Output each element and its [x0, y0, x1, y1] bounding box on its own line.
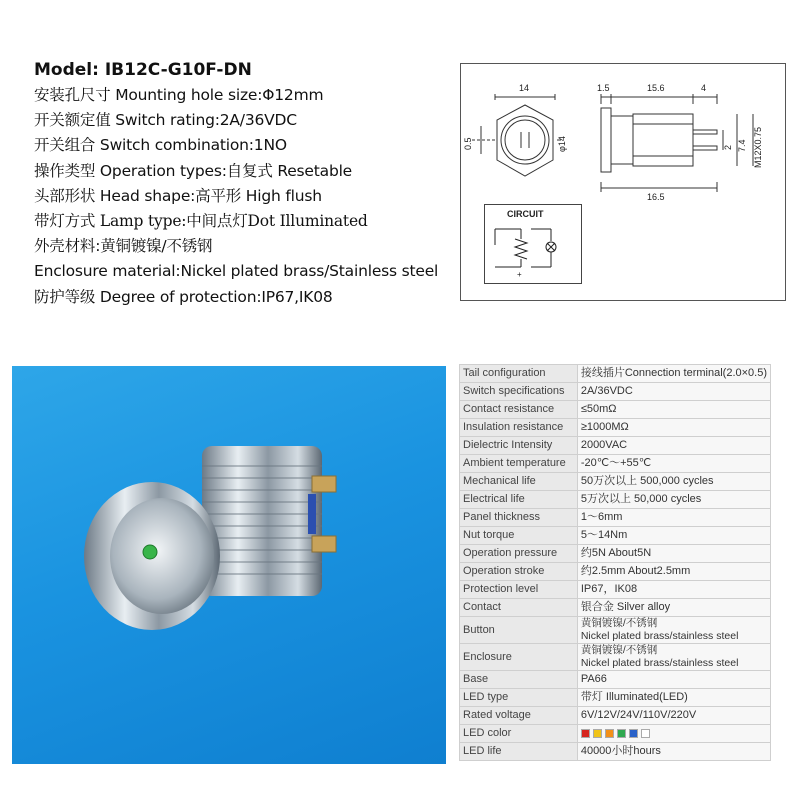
- table-key: Protection level: [460, 581, 578, 599]
- circuit-label: CIRCUIT: [507, 209, 544, 219]
- table-key: Operation pressure: [460, 545, 578, 563]
- side-view: [601, 94, 753, 192]
- table-key: Ambient temperature: [460, 455, 578, 473]
- table-key: Dielectric Intensity: [460, 437, 578, 455]
- table-row: [460, 689, 771, 707]
- table-row: [460, 725, 771, 743]
- spec-line: 防护等级 Degree of protection:IP67,IK08: [34, 287, 333, 306]
- table-value: ≥1000MΩ: [577, 419, 770, 437]
- color-swatch: [629, 729, 638, 738]
- table-value-line: 黄铜镀镍/不锈钢: [580, 617, 658, 629]
- table-row: [460, 419, 771, 437]
- table-value: [577, 644, 770, 671]
- table-key: LED color: [460, 725, 578, 743]
- circuit-diagram: [484, 204, 582, 284]
- table-key: Contact: [460, 599, 578, 617]
- color-swatch: [617, 729, 626, 738]
- table-row: [460, 491, 771, 509]
- table-key: Nut torque: [460, 527, 578, 545]
- table-key: Rated voltage: [460, 707, 578, 725]
- table-value: 带灯 Illuminated(LED): [577, 689, 770, 707]
- table-row: [460, 509, 771, 527]
- dim-side-right2: 7.4: [737, 139, 747, 152]
- table-key: Insulation resistance: [460, 419, 578, 437]
- table-value: PA66: [577, 671, 770, 689]
- front-view: [471, 94, 561, 176]
- table-value: 6V/12V/24V/110V/220V: [577, 707, 770, 725]
- table-key: LED life: [460, 743, 578, 761]
- table-key: Switch specifications: [460, 383, 578, 401]
- table-value: 接线插片Connection terminal(2.0×0.5): [577, 365, 770, 383]
- spec-line: 头部形状 Head shape:高平形 High flush: [34, 186, 322, 205]
- dim-front-dia: φ14: [557, 136, 567, 152]
- table-value: IP67，IK08: [577, 581, 770, 599]
- spec-line: 安装孔尺寸 Mounting hole size:Φ12mm: [34, 86, 324, 104]
- table-key: Tail configuration: [460, 365, 578, 383]
- spec-list: [34, 58, 454, 310]
- product-photo: [12, 366, 446, 764]
- table-row: [460, 743, 771, 761]
- dim-front-side: 0.5: [463, 137, 473, 150]
- spec-line: 带灯方式 Lamp type:中间点灯Dot Illuminated: [34, 212, 368, 231]
- table-key: Mechanical life: [460, 473, 578, 491]
- model-title: Model: IB12C-G10F-DN: [34, 60, 252, 80]
- table-row: [460, 527, 771, 545]
- table-key: Operation stroke: [460, 563, 578, 581]
- table-row: [460, 365, 771, 383]
- spec-line: 操作类型 Operation types:自复式 Resetable: [34, 161, 353, 180]
- table-value: 1～6mm: [577, 509, 770, 527]
- table-row: [460, 545, 771, 563]
- push-button-image: [12, 366, 446, 764]
- table-row: [460, 437, 771, 455]
- table-value: 2000VAC: [577, 437, 770, 455]
- table-value: -20℃～+55℃: [577, 455, 770, 473]
- dim-front-width: 14: [519, 83, 530, 93]
- table-key: Panel thickness: [460, 509, 578, 527]
- table-value: 50万次以上 500,000 cycles: [577, 473, 770, 491]
- dim-side-top2: 15.6: [647, 83, 665, 93]
- dim-side-top1: 1.5: [597, 83, 610, 93]
- table-row: [460, 581, 771, 599]
- spec-line: 外壳材料:黄铜镀镍/不锈钢: [34, 237, 213, 256]
- dim-side-top3: 4: [701, 83, 707, 93]
- table-value-line: 黄铜镀镍/不锈钢: [580, 644, 658, 656]
- svg-text:+: +: [517, 270, 522, 279]
- dim-side-right3: M12X0.75: [753, 126, 763, 168]
- table-row: [460, 644, 771, 671]
- table-value: [577, 617, 770, 644]
- table-value: 5万次以上 50,000 cycles: [577, 491, 770, 509]
- table-row: [460, 401, 771, 419]
- table-row: [460, 563, 771, 581]
- color-swatch: [605, 729, 614, 738]
- table-row: [460, 455, 771, 473]
- color-swatch: [641, 729, 650, 738]
- spec-line: 开关额定值 Switch rating:2A/36VDC: [34, 111, 297, 130]
- table-key: Contact resistance: [460, 401, 578, 419]
- table-value: ≤50mΩ: [577, 401, 770, 419]
- dim-side-right1: 2: [723, 144, 733, 150]
- color-swatch: [593, 729, 602, 738]
- table-value-line: Nickel plated brass/stainless steel: [580, 657, 739, 669]
- led-color-swatches: [577, 725, 770, 743]
- table-row: [460, 383, 771, 401]
- table-key: Enclosure: [460, 644, 578, 671]
- table-row: [460, 707, 771, 725]
- table-key: Button: [460, 617, 578, 644]
- table-row: [460, 473, 771, 491]
- spec-table: [459, 364, 771, 761]
- table-value: 40000小时hours: [577, 743, 770, 761]
- table-value: 约2.5mm About2.5mm: [577, 563, 770, 581]
- table-value: 2A/36VDC: [577, 383, 770, 401]
- table-key: Electrical life: [460, 491, 578, 509]
- circuit-symbol: [485, 205, 581, 283]
- table-value-line: Nickel plated brass/stainless steel: [580, 630, 739, 642]
- dim-side-bottom: 16.5: [647, 192, 665, 202]
- table-row: [460, 671, 771, 689]
- table-value: 约5N About5N: [577, 545, 770, 563]
- table-row: [460, 599, 771, 617]
- table-value: 5～14Nm: [577, 527, 770, 545]
- spec-line: 开关组合 Switch combination:1NO: [34, 136, 287, 155]
- table-key: LED type: [460, 689, 578, 707]
- table-value: 银合金 Silver alloy: [577, 599, 770, 617]
- table-key: Base: [460, 671, 578, 689]
- table-row: [460, 617, 771, 644]
- spec-line: Enclosure material:Nickel plated brass/Stainless steel: [34, 262, 439, 281]
- color-swatch: [581, 729, 590, 738]
